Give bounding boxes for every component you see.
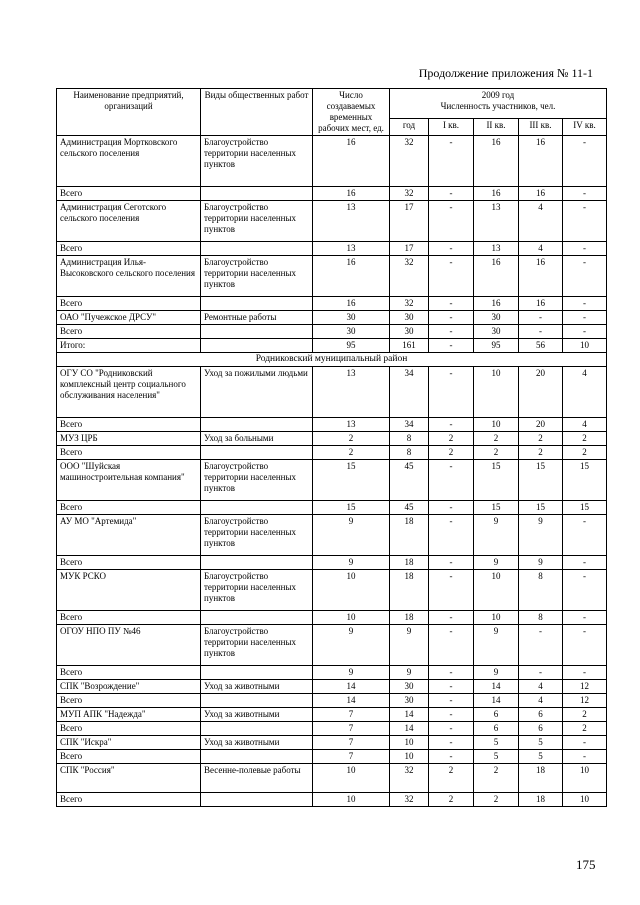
cell-q1: -: [429, 367, 474, 418]
cell-q2: 10: [474, 418, 519, 432]
cell-q2: 16: [474, 256, 519, 297]
cell-year: 18: [390, 570, 429, 611]
cell-jobs: 10: [313, 570, 390, 611]
col-header-q3: III кв.: [519, 119, 563, 136]
cell-q4: -: [563, 570, 607, 611]
total-row: [57, 666, 607, 680]
cell-q3: 4: [519, 680, 563, 694]
cell-name: МУЗ ЦРБ: [57, 432, 201, 446]
cell-q1: 2: [429, 432, 474, 446]
total-row: [57, 694, 607, 708]
page-number: 175: [576, 857, 596, 872]
cell-jobs: 9: [313, 556, 390, 570]
cell-q3: 8: [519, 570, 563, 611]
cell-year: 32: [390, 793, 429, 807]
cell-type: [201, 501, 313, 515]
cell-year: 32: [390, 136, 429, 187]
total-row: [57, 750, 607, 764]
cell-q3: 9: [519, 556, 563, 570]
continuation-label: Продолжение приложения № 11-1: [418, 66, 593, 80]
cell-name: Всего: [57, 297, 201, 311]
cell-q4: 15: [563, 501, 607, 515]
cell-q4: 4: [563, 418, 607, 432]
cell-type: Уход за животными: [201, 708, 313, 722]
cell-year: 9: [390, 625, 429, 666]
cell-q2: 2: [474, 432, 519, 446]
cell-name: Всего: [57, 556, 201, 570]
cell-q2: 9: [474, 556, 519, 570]
cell-name: Всего: [57, 666, 201, 680]
cell-year: 32: [390, 764, 429, 793]
cell-jobs: 7: [313, 722, 390, 736]
cell-q2: 5: [474, 750, 519, 764]
cell-q1: -: [429, 722, 474, 736]
cell-name: Всего: [57, 446, 201, 460]
works-table: [56, 88, 607, 807]
cell-name: ОГОУ НПО ПУ №46: [57, 625, 201, 666]
cell-type: Уход за пожилыми людьми: [201, 367, 313, 418]
cell-q3: 4: [519, 242, 563, 256]
cell-year: 32: [390, 256, 429, 297]
cell-jobs: 14: [313, 694, 390, 708]
table-row: [57, 764, 607, 793]
cell-q4: -: [563, 297, 607, 311]
cell-q3: 4: [519, 694, 563, 708]
cell-q3: 20: [519, 367, 563, 418]
cell-year: 9: [390, 666, 429, 680]
cell-q3: 16: [519, 256, 563, 297]
table-row: [57, 256, 607, 297]
cell-q3: 56: [519, 339, 563, 353]
cell-name: Итого:: [57, 339, 201, 353]
col-header-q4: IV кв.: [563, 119, 607, 136]
cell-q1: -: [429, 325, 474, 339]
cell-q3: 4: [519, 201, 563, 242]
cell-q2: 10: [474, 611, 519, 625]
cell-jobs: 10: [313, 793, 390, 807]
table-row: [57, 201, 607, 242]
cell-q2: 14: [474, 694, 519, 708]
cell-q3: -: [519, 311, 563, 325]
cell-jobs: 9: [313, 666, 390, 680]
participants-label: Численность участников, чел.: [440, 101, 556, 111]
cell-q2: 2: [474, 446, 519, 460]
cell-name: Всего: [57, 501, 201, 515]
cell-q3: -: [519, 666, 563, 680]
cell-q1: -: [429, 666, 474, 680]
cell-q3: 6: [519, 722, 563, 736]
cell-jobs: 9: [313, 625, 390, 666]
cell-q3: 15: [519, 501, 563, 515]
cell-year: 10: [390, 736, 429, 750]
cell-q3: 5: [519, 750, 563, 764]
cell-year: 32: [390, 297, 429, 311]
cell-q4: 2: [563, 722, 607, 736]
cell-name: Всего: [57, 187, 201, 201]
cell-q1: -: [429, 736, 474, 750]
cell-jobs: 13: [313, 201, 390, 242]
cell-q2: 10: [474, 367, 519, 418]
cell-name: МУК РСКО: [57, 570, 201, 611]
cell-q3: 8: [519, 611, 563, 625]
col-header-q1: I кв.: [429, 119, 474, 136]
cell-q4: 10: [563, 793, 607, 807]
cell-q4: 15: [563, 460, 607, 501]
cell-q2: 10: [474, 570, 519, 611]
cell-year: 14: [390, 708, 429, 722]
cell-type: [201, 750, 313, 764]
cell-jobs: 30: [313, 325, 390, 339]
cell-q1: -: [429, 339, 474, 353]
cell-q2: 16: [474, 297, 519, 311]
total-row: [57, 187, 607, 201]
cell-name: Всего: [57, 325, 201, 339]
cell-q1: -: [429, 187, 474, 201]
total-row: [57, 325, 607, 339]
cell-year: 32: [390, 187, 429, 201]
cell-q2: 9: [474, 625, 519, 666]
cell-q4: -: [563, 201, 607, 242]
cell-q1: -: [429, 625, 474, 666]
cell-q2: 2: [474, 793, 519, 807]
cell-jobs: 7: [313, 736, 390, 750]
col-header-type: Виды общественных работ: [201, 89, 313, 136]
cell-q4: 12: [563, 694, 607, 708]
cell-q2: 6: [474, 722, 519, 736]
cell-q3: 9: [519, 515, 563, 556]
cell-type: [201, 694, 313, 708]
cell-year: 17: [390, 242, 429, 256]
cell-name: МУП АПК "Надежда": [57, 708, 201, 722]
cell-jobs: 30: [313, 311, 390, 325]
cell-type: Благоустройство территории населенных пунктов: [201, 570, 313, 611]
total-row: [57, 418, 607, 432]
cell-q1: -: [429, 694, 474, 708]
table-row: [57, 367, 607, 418]
cell-type: Благоустройство территории населенных пунктов: [201, 625, 313, 666]
total-row: [57, 722, 607, 736]
cell-jobs: 16: [313, 187, 390, 201]
cell-jobs: 16: [313, 297, 390, 311]
cell-name: Всего: [57, 611, 201, 625]
cell-q1: -: [429, 256, 474, 297]
table-row: [57, 311, 607, 325]
cell-jobs: 13: [313, 242, 390, 256]
cell-q1: -: [429, 680, 474, 694]
cell-q1: -: [429, 297, 474, 311]
cell-q4: 2: [563, 432, 607, 446]
cell-name: Всего: [57, 793, 201, 807]
cell-q3: 5: [519, 736, 563, 750]
cell-q2: 2: [474, 764, 519, 793]
cell-q4: -: [563, 187, 607, 201]
cell-q1: 2: [429, 446, 474, 460]
cell-q4: -: [563, 515, 607, 556]
year-group-label: 2009 год: [481, 90, 515, 100]
cell-type: [201, 666, 313, 680]
total-row: [57, 556, 607, 570]
table-row: [57, 136, 607, 187]
cell-q1: -: [429, 556, 474, 570]
cell-name: ОГУ СО "Родниковский комплексный центр социального обслуживания населения": [57, 367, 201, 418]
cell-q4: -: [563, 556, 607, 570]
cell-q3: 20: [519, 418, 563, 432]
cell-type: [201, 187, 313, 201]
cell-name: ОАО "Пучежское ДРСУ": [57, 311, 201, 325]
cell-year: 30: [390, 680, 429, 694]
cell-name: Всего: [57, 418, 201, 432]
cell-name: ООО "Шуйская машиностроительная компания": [57, 460, 201, 501]
cell-q4: 2: [563, 446, 607, 460]
total-row: [57, 242, 607, 256]
cell-q2: 6: [474, 708, 519, 722]
cell-name: Всего: [57, 242, 201, 256]
cell-type: Благоустройство территории населенных пунктов: [201, 136, 313, 187]
cell-jobs: 14: [313, 680, 390, 694]
cell-q3: 16: [519, 297, 563, 311]
cell-year: 14: [390, 722, 429, 736]
cell-type: Весенне-полевые работы: [201, 764, 313, 793]
cell-q4: -: [563, 625, 607, 666]
cell-year: 30: [390, 311, 429, 325]
cell-q2: 30: [474, 311, 519, 325]
cell-jobs: 95: [313, 339, 390, 353]
cell-q4: 10: [563, 764, 607, 793]
cell-q2: 14: [474, 680, 519, 694]
cell-q2: 95: [474, 339, 519, 353]
cell-q4: -: [563, 666, 607, 680]
cell-q1: -: [429, 418, 474, 432]
cell-jobs: 13: [313, 418, 390, 432]
cell-q1: -: [429, 570, 474, 611]
cell-q2: 5: [474, 736, 519, 750]
table-row: [57, 625, 607, 666]
cell-jobs: 10: [313, 611, 390, 625]
table-row: [57, 515, 607, 556]
cell-q3: 18: [519, 793, 563, 807]
cell-name: АУ МО "Артемида": [57, 515, 201, 556]
table-row: [57, 570, 607, 611]
cell-name: Всего: [57, 694, 201, 708]
cell-q1: -: [429, 201, 474, 242]
cell-type: Благоустройство территории населенных пунктов: [201, 515, 313, 556]
cell-jobs: 7: [313, 708, 390, 722]
cell-type: Уход за животными: [201, 680, 313, 694]
cell-q1: -: [429, 136, 474, 187]
section-title: Родниковский муниципальный район: [57, 353, 607, 367]
cell-year: 18: [390, 611, 429, 625]
cell-q4: -: [563, 136, 607, 187]
table-body: [57, 136, 607, 807]
cell-jobs: 7: [313, 750, 390, 764]
cell-q1: 2: [429, 793, 474, 807]
table-row: [57, 680, 607, 694]
cell-type: Уход за животными: [201, 736, 313, 750]
cell-q2: 13: [474, 201, 519, 242]
cell-q1: 2: [429, 764, 474, 793]
cell-q3: -: [519, 625, 563, 666]
cell-q4: 12: [563, 680, 607, 694]
cell-type: [201, 242, 313, 256]
cell-q4: -: [563, 311, 607, 325]
cell-q1: -: [429, 311, 474, 325]
cell-year: 30: [390, 325, 429, 339]
section-row: [57, 353, 607, 367]
cell-type: Благоустройство территории населенных пунктов: [201, 201, 313, 242]
cell-name: Администрация Сеготского сельского поселения: [57, 201, 201, 242]
cell-type: [201, 556, 313, 570]
cell-type: Благоустройство территории населенных пунктов: [201, 256, 313, 297]
cell-q1: -: [429, 515, 474, 556]
cell-year: 45: [390, 501, 429, 515]
total-row: [57, 793, 607, 807]
cell-jobs: 10: [313, 764, 390, 793]
cell-year: 8: [390, 446, 429, 460]
table-row: [57, 432, 607, 446]
cell-year: 34: [390, 367, 429, 418]
table-row: [57, 460, 607, 501]
cell-jobs: 13: [313, 367, 390, 418]
cell-q2: 15: [474, 460, 519, 501]
cell-q2: 16: [474, 187, 519, 201]
cell-q3: 6: [519, 708, 563, 722]
cell-jobs: 15: [313, 501, 390, 515]
col-header-year-group: [390, 89, 607, 119]
cell-jobs: 16: [313, 256, 390, 297]
cell-year: 10: [390, 750, 429, 764]
cell-q2: 9: [474, 666, 519, 680]
cell-q1: -: [429, 460, 474, 501]
cell-q1: -: [429, 242, 474, 256]
cell-type: [201, 297, 313, 311]
cell-type: Уход за больными: [201, 432, 313, 446]
cell-q4: -: [563, 242, 607, 256]
cell-year: 34: [390, 418, 429, 432]
cell-q1: -: [429, 750, 474, 764]
cell-q2: 30: [474, 325, 519, 339]
col-header-jobs: Число создаваемых временных рабочих мест, ед.: [313, 89, 390, 136]
cell-name: Администрация Илья-Высоковского сельского поселения: [57, 256, 201, 297]
cell-type: [201, 793, 313, 807]
cell-type: Ремонтные работы: [201, 311, 313, 325]
cell-q1: -: [429, 611, 474, 625]
cell-jobs: 15: [313, 460, 390, 501]
cell-name: Всего: [57, 722, 201, 736]
cell-year: 18: [390, 556, 429, 570]
cell-q4: -: [563, 750, 607, 764]
cell-type: Благоустройство территории населенных пунктов: [201, 460, 313, 501]
cell-year: 8: [390, 432, 429, 446]
cell-q3: 16: [519, 187, 563, 201]
total-row: [57, 339, 607, 353]
total-row: [57, 446, 607, 460]
cell-type: [201, 611, 313, 625]
col-header-name: Наименование предприятий, организаций: [57, 89, 201, 136]
cell-jobs: 16: [313, 136, 390, 187]
cell-q3: 16: [519, 136, 563, 187]
cell-q4: -: [563, 256, 607, 297]
total-row: [57, 297, 607, 311]
cell-q4: -: [563, 736, 607, 750]
col-header-year: год: [390, 119, 429, 136]
cell-q4: 4: [563, 367, 607, 418]
cell-type: [201, 722, 313, 736]
cell-type: [201, 446, 313, 460]
cell-type: [201, 325, 313, 339]
cell-name: СПК "Россия": [57, 764, 201, 793]
cell-q1: -: [429, 708, 474, 722]
cell-q3: 2: [519, 446, 563, 460]
cell-type: [201, 339, 313, 353]
cell-q3: 15: [519, 460, 563, 501]
cell-q4: -: [563, 325, 607, 339]
cell-name: Всего: [57, 750, 201, 764]
cell-q2: 13: [474, 242, 519, 256]
cell-jobs: 9: [313, 515, 390, 556]
cell-q3: 18: [519, 764, 563, 793]
cell-jobs: 2: [313, 446, 390, 460]
cell-year: 17: [390, 201, 429, 242]
cell-q4: 2: [563, 708, 607, 722]
cell-year: 18: [390, 515, 429, 556]
cell-q2: 9: [474, 515, 519, 556]
cell-q1: -: [429, 501, 474, 515]
cell-type: [201, 418, 313, 432]
total-row: [57, 501, 607, 515]
cell-jobs: 2: [313, 432, 390, 446]
cell-year: 45: [390, 460, 429, 501]
cell-q2: 16: [474, 136, 519, 187]
cell-q2: 15: [474, 501, 519, 515]
cell-name: Администрация Мортковского сельского поселения: [57, 136, 201, 187]
cell-name: СПК "Возрождение": [57, 680, 201, 694]
cell-name: СПК "Искра": [57, 736, 201, 750]
cell-q4: -: [563, 611, 607, 625]
cell-q3: -: [519, 325, 563, 339]
table-header: [57, 89, 607, 136]
table-row: [57, 736, 607, 750]
cell-year: 30: [390, 694, 429, 708]
col-header-q2: II кв.: [474, 119, 519, 136]
table-row: [57, 708, 607, 722]
cell-q4: 10: [563, 339, 607, 353]
cell-q3: 2: [519, 432, 563, 446]
cell-year: 161: [390, 339, 429, 353]
total-row: [57, 611, 607, 625]
